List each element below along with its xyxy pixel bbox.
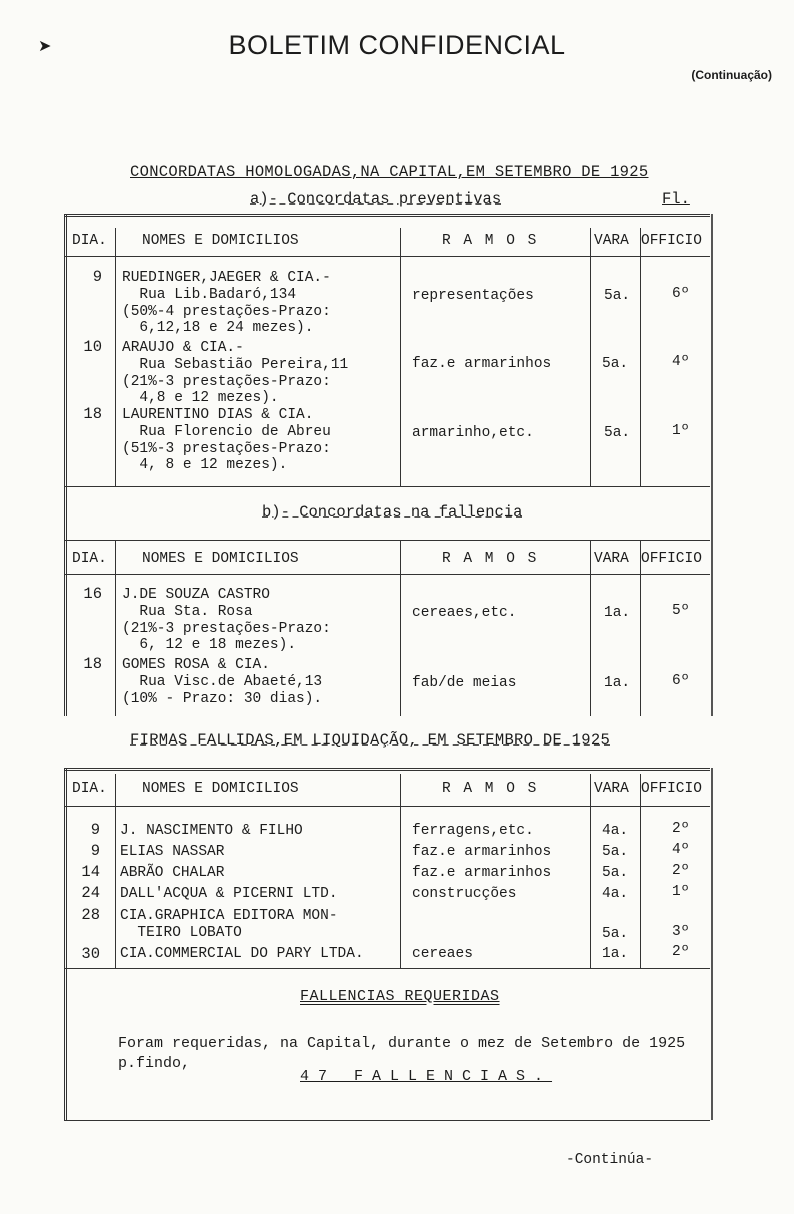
row-vara: 5a.: [604, 425, 631, 441]
row-ramo: ferragens,etc.: [412, 823, 534, 839]
col-dia-header: DIA.: [72, 551, 107, 567]
row-officio: 2º: [672, 944, 690, 960]
row-nome: ABRÃO CHALAR: [120, 865, 225, 881]
row-officio: 5º: [672, 603, 690, 619]
col-ramos-header: R A M O S: [442, 551, 539, 567]
col-nomes-header: NOMES E DOMICILIOS: [142, 551, 299, 567]
col-ramos-header: R A M O S: [442, 781, 539, 797]
row-nome: GOMES ROSA & CIA. Rua Visc.de Abaeté,13 (10% - Prazo: 30 dias).: [122, 657, 323, 707]
subsection-b-title: b)- Concordatas na fallencia: [262, 503, 523, 521]
row-ramo: faz.e armarinhos: [412, 356, 552, 372]
row-vara: 4a.: [602, 886, 629, 902]
row-officio: 1º: [672, 423, 690, 439]
row-officio: 3º: [672, 924, 690, 940]
row-dia: 18: [83, 655, 102, 673]
row-ramo: representações: [412, 288, 534, 304]
continuation-label: (Continuação): [691, 68, 772, 82]
row-vara: 1a.: [604, 605, 631, 621]
page-title: BOLETIM CONFIDENCIAL: [228, 30, 566, 60]
row-vara: 5a.: [602, 356, 629, 372]
row-nome: ARAUJO & CIA.- Rua Sebastião Pereira,11 (21%-3 prestações-Prazo: 4,8 e 12 mezes).: [122, 340, 349, 407]
row-dia: 16: [83, 585, 102, 603]
row-dia: 28: [81, 906, 100, 924]
fallencias-requeridas-text: Foram requeridas, na Capital, durante o mez de Setembro de 1925 p.findo,: [118, 1035, 686, 1072]
col-ramos-header: R A M O S: [442, 233, 539, 249]
folio-label: Fl.: [662, 190, 690, 208]
row-ramo: cereaes: [412, 946, 473, 962]
row-officio: 4º: [672, 842, 690, 858]
col-officio-header: OFFICIO: [641, 781, 702, 797]
row-officio: 6º: [672, 673, 690, 689]
row-dia: 9: [90, 842, 100, 860]
row-vara: 1a.: [604, 675, 631, 691]
row-ramo: faz.e armarinhos: [412, 865, 552, 881]
row-nome: CIA.GRAPHICA EDITORA MON- TEIRO LOBATO: [120, 908, 338, 941]
row-dia: 18: [83, 405, 102, 423]
row-vara: 5a.: [602, 844, 629, 860]
row-nome: J.DE SOUZA CASTRO Rua Sta. Rosa (21%-3 prestações-Prazo: 6, 12 e 18 mezes).: [122, 587, 331, 654]
row-dia: 9: [90, 821, 100, 839]
row-dia: 24: [81, 884, 100, 902]
row-dia: 9: [92, 268, 102, 286]
arrow-mark-icon: ➤: [38, 36, 52, 55]
col-vara-header: VARA: [594, 781, 629, 797]
row-nome: CIA.COMMERCIAL DO PARY LTDA.: [120, 946, 364, 962]
subsection-a-title: a)- Concordatas preventivas: [250, 190, 502, 208]
row-nome: LAURENTINO DIAS & CIA. Rua Florencio de Abreu (51%-3 prestações-Prazo: 4, 8 e 12 mezes).: [122, 407, 331, 474]
row-ramo: armarinho,etc.: [412, 425, 534, 441]
row-dia: 10: [83, 338, 102, 356]
row-officio: 4º: [672, 354, 690, 370]
row-ramo: construcções: [412, 886, 517, 902]
row-nome: ELIAS NASSAR: [120, 844, 225, 860]
section2-title: FIRMAS FALLIDAS,EM LIQUIDAÇÃO, EM SETEMBRO DE 1925: [130, 731, 611, 749]
col-nomes-header: NOMES E DOMICILIOS: [142, 781, 299, 797]
row-vara: 5a.: [604, 288, 631, 304]
row-officio: 2º: [672, 821, 690, 837]
row-nome: J. NASCIMENTO & FILHO: [120, 823, 303, 839]
row-ramo: cereaes,etc.: [412, 605, 517, 621]
fallencias-requeridas-title: FALLENCIAS REQUERIDAS: [300, 988, 500, 1005]
col-dia-header: DIA.: [72, 781, 107, 797]
section1-title: CONCORDATAS HOMOLOGADAS,NA CAPITAL,EM SETEMBRO DE 1925: [130, 163, 649, 181]
row-vara: 1a.: [602, 946, 629, 962]
row-vara: 4a.: [602, 823, 629, 839]
col-nomes-header: NOMES E DOMICILIOS: [142, 233, 299, 249]
col-officio-header: OFFICIO: [641, 233, 702, 249]
row-vara: 5a.: [602, 926, 629, 942]
row-nome: RUEDINGER,JAEGER & CIA.- Rua Lib.Badaró,134 (50%-4 prestações-Prazo: 6,12,18 e 24 mezes).: [122, 270, 331, 337]
col-vara-header: VARA: [594, 551, 629, 567]
row-officio: 2º: [672, 863, 690, 879]
row-vara: 5a.: [602, 865, 629, 881]
col-dia-header: DIA.: [72, 233, 107, 249]
row-dia: 14: [81, 863, 100, 881]
continua-label: -Continúa-: [566, 1152, 654, 1168]
fallencias-count: 47 FALLENCIAS.: [300, 1068, 553, 1085]
col-officio-header: OFFICIO: [641, 551, 702, 567]
row-nome: DALL'ACQUA & PICERNI LTD.: [120, 886, 338, 902]
row-dia: 30: [81, 945, 100, 963]
row-ramo: faz.e armarinhos: [412, 844, 552, 860]
row-officio: 1º: [672, 884, 690, 900]
col-vara-header: VARA: [594, 233, 629, 249]
row-officio: 6º: [672, 286, 690, 302]
row-ramo: fab/de meias: [412, 675, 517, 691]
